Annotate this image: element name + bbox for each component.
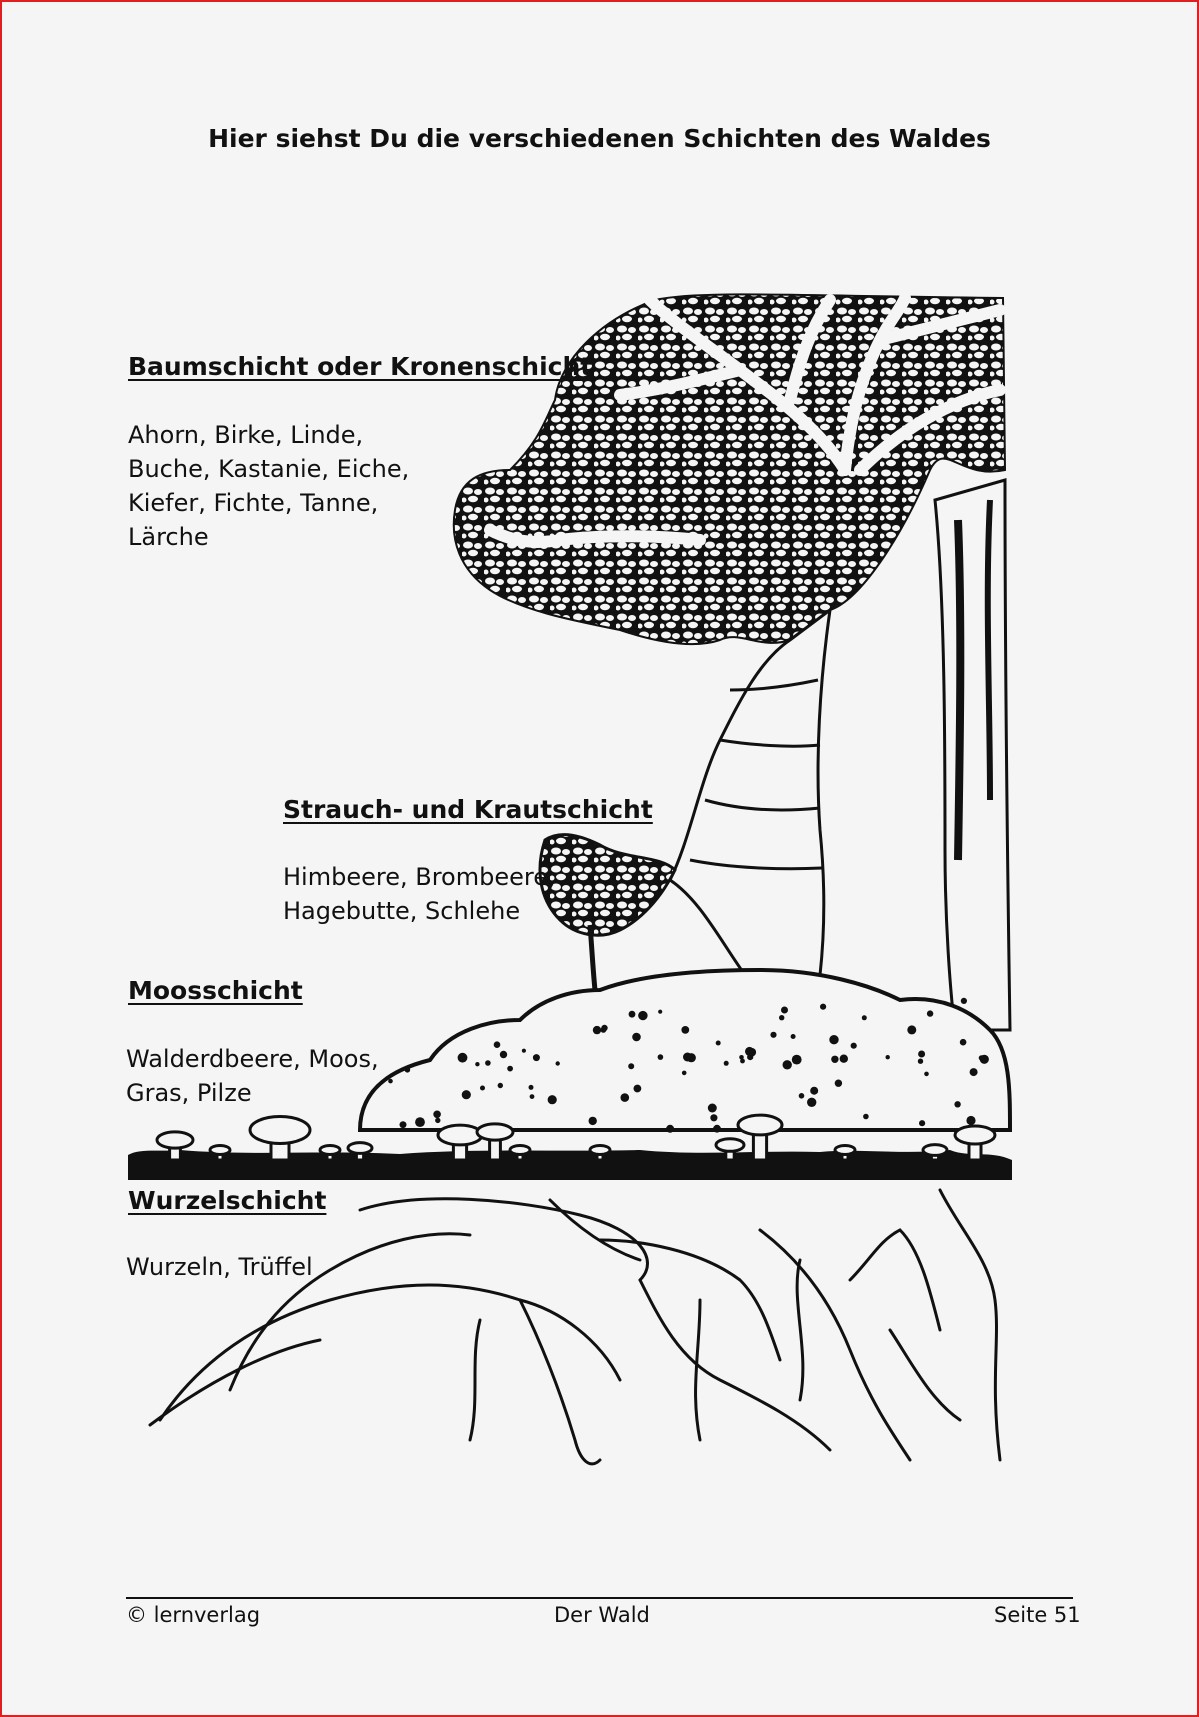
mushroom-cap [348,1143,372,1154]
moss-dot [919,1120,925,1126]
moss-dot [601,1027,607,1033]
moss-dot [388,1079,393,1084]
moss-dot [799,1093,805,1099]
layer-text-roots: Wurzeln, Trüffel [126,1253,313,1281]
mushroom-cap [320,1146,340,1155]
right-trunk [935,480,1010,1030]
mushroom-cap [835,1146,855,1155]
roots [150,1190,1000,1464]
mushroom-cap [250,1117,310,1144]
moss-dot [634,1085,642,1093]
moss-dot [533,1054,540,1061]
moss-dot [740,1059,745,1064]
layer-heading-shrub: Strauch- und Krautschicht [283,795,653,824]
moss-dot [907,1025,916,1034]
moss-dot [658,1054,664,1060]
moss-dot [820,1004,826,1010]
moss-dot [658,1010,662,1014]
moss-dot [792,1055,802,1065]
moss-dot [593,1026,601,1034]
mushroom-cap [210,1146,230,1155]
moss-dot [480,1086,485,1091]
moss-dot [589,1117,597,1125]
moss-dot [434,1112,438,1116]
moss-dot [970,1068,978,1076]
mushroom-cap [510,1146,530,1155]
mushroom-cap [955,1126,995,1144]
moss-dot [863,1114,869,1120]
moss-dot [980,1055,989,1064]
moss-dot [724,1061,729,1066]
mushroom-cap [157,1132,193,1148]
moss-mound [360,970,1010,1130]
moss-dot [530,1094,535,1099]
moss-dot [829,1035,838,1044]
moss-dot [628,1063,634,1069]
moss-dot [831,1056,838,1063]
moss-dot [666,1125,674,1133]
ground-line [128,1150,1012,1180]
moss-dot [548,1095,557,1104]
mushroom-cap [923,1145,947,1156]
main-trunk [670,610,830,975]
moss-dot [954,1101,960,1107]
moss-dot [918,1051,925,1058]
moss-dot [435,1118,440,1123]
tree-crown [454,294,1005,644]
moss-dot [415,1117,425,1127]
footer-publisher: © lernverlag [126,1603,261,1627]
moss-dot [960,1039,967,1046]
layer-text-moss: Walderdbeere, Moos, Gras, Pilze [126,1045,379,1107]
moss-dot [494,1041,501,1048]
layer-heading-moss: Moosschicht [128,976,303,1005]
page-title: Hier siehst Du die verschiedenen Schichten des Waldes [208,124,991,153]
moss-dot [621,1093,630,1102]
moss-dot [862,1015,867,1020]
moss-dot [507,1066,513,1072]
moss-dot [708,1104,717,1113]
layer-heading-tree: Baumschicht oder Kronenschicht [128,352,593,381]
moss-dot [638,1011,647,1020]
moss-dot [687,1053,696,1062]
mushroom-cap [590,1146,610,1155]
moss-dot [840,1055,848,1063]
moss-dot [500,1051,507,1058]
moss-dot [475,1062,479,1066]
layer-text-tree: Ahorn, Birke, Linde, Buche, Kastanie, Eiche, Kiefer, Fichte, Tanne, Lärche [128,421,410,551]
moss-dot [886,1055,890,1059]
moss-dot [779,1015,784,1020]
moss-dot [632,1033,641,1042]
moss-dot [556,1061,560,1065]
moss-dot [791,1034,796,1039]
moss-dot [783,1060,792,1069]
moss-dot [918,1059,923,1064]
layer-heading-roots: Wurzelschicht [128,1186,327,1215]
layer-text-shrub: Himbeere, Brombeere, Hagebutte, Schlehe [283,863,556,925]
footer-divider [126,1597,1073,1599]
footer-title: Der Wald [554,1603,650,1627]
moss-dot [745,1047,754,1056]
moss-dot [851,1043,857,1049]
moss-dot [713,1125,721,1133]
mushroom-cap [716,1139,744,1152]
moss-dot [462,1090,471,1099]
moss-dot [458,1053,468,1063]
moss-dot [807,1098,816,1107]
moss-dot [716,1041,721,1046]
moss-dot [405,1067,411,1073]
footer-page-number: Seite 51 [994,1603,1081,1627]
moss-dot [629,1011,636,1018]
shrub [540,835,675,990]
moss-dot [529,1085,534,1090]
moss-dot [400,1121,407,1128]
moss-dot [485,1060,491,1066]
moss-dot [710,1114,717,1121]
moss-dot [961,998,967,1004]
moss-dot [522,1049,526,1053]
mushroom-cap [438,1125,482,1145]
mushroom-cap [477,1124,513,1140]
moss-dot [681,1026,689,1034]
moss-dot [966,1116,975,1125]
moss-dot [835,1080,842,1087]
mushroom-cap [738,1115,782,1135]
moss-dot [498,1083,503,1088]
moss-dot [781,1007,788,1014]
moss-dot [810,1087,818,1095]
moss-dot [924,1072,929,1077]
moss-dot [927,1010,933,1016]
moss-dot [682,1071,687,1076]
moss-dot [770,1032,776,1038]
